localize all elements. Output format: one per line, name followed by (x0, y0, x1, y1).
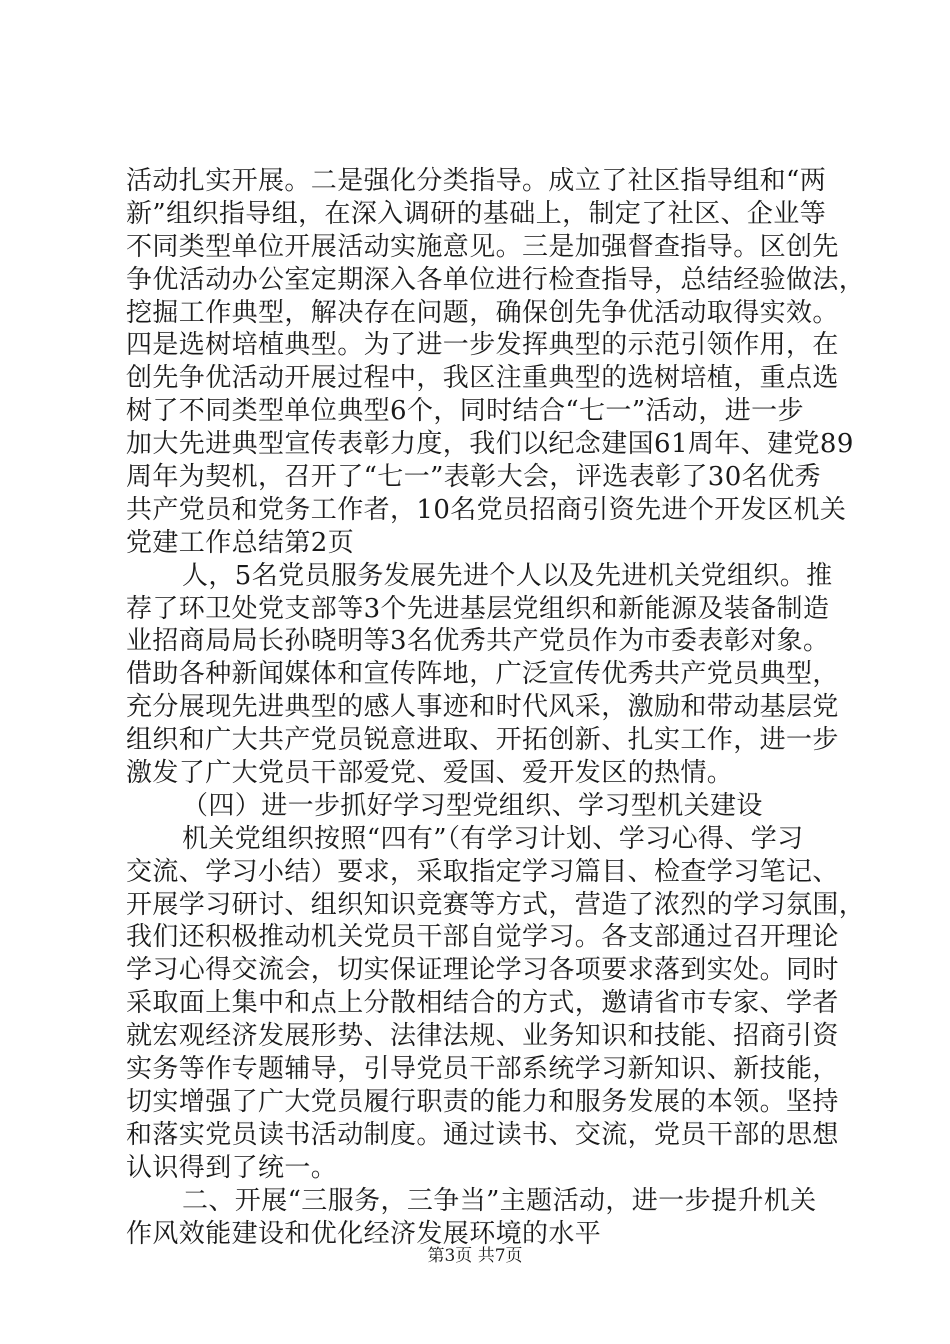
text-line: 和落实党员读书活动制度。通过读书、交流，党员干部的思想 (126, 1119, 839, 1150)
text-line: 创先争优活动开展过程中，我区注重典型的选树培植，重点选 (126, 363, 839, 394)
text-line: 人，5名党员服务发展先进个人以及先进机关党组织。推 (182, 560, 833, 591)
text-line: 激发了广大党员干部爱党、爱国、爱开发区的热情。 (126, 758, 734, 789)
text-line: 党建工作总结第2页 (126, 527, 355, 558)
text-line: 活动扎实开展。二是强化分类指导。成立了社区指导组和“两 (126, 166, 827, 196)
text-line: 加大先进典型宣传表彰力度，我们以纪念建国61周年、建党89 (126, 429, 854, 460)
text-line: 实务等作专题辅导，引导党员干部系统学习新知识、新技能， (126, 1054, 839, 1085)
page-footer: 第3页 共7页 (427, 1246, 523, 1266)
text-line: 借助各种新闻媒体和宣传阵地，广泛宣传优秀共产党员典型， (126, 659, 839, 690)
text-line: 共产党员和党务工作者，10名党员招商引资先进个开发区机关 (126, 494, 847, 525)
text-line: 荐了环卫处党支部等3个先进基层党组织和新能源及装备制造 (126, 593, 830, 624)
text-line: 学习心得交流会，切实保证理论学习各项要求落到实处。同时 (126, 955, 839, 986)
text-line: 我们还积极推动机关党员干部自觉学习。各支部通过召开理论 (126, 922, 839, 953)
text-line: 争优活动办公室定期深入各单位进行检查指导，总结经验做法， (126, 264, 866, 295)
text-line: 业招商局局长孙晓明等3名优秀共产党员作为市委表彰对象。 (126, 626, 830, 657)
text-line: 机关党组织按照“四有”（有学习计划、学习心得、学习 (182, 823, 804, 854)
text-line: 认识得到了统一。 (126, 1152, 338, 1183)
text-line: 不同类型单位开展活动实施意见。三是加强督查指导。区创先 (126, 231, 839, 262)
text-line: 树了不同类型单位典型6个，同时结合“七一”活动，进一步 (126, 396, 804, 427)
text-line: 切实增强了广大党员履行职责的能力和服务发展的本领。坚持 (126, 1086, 839, 1117)
text-line: 新”组织指导组，在深入调研的基础上，制定了社区、企业等 (126, 198, 827, 229)
text-line: 就宏观经济发展形势、法律法规、业务知识和技能、招商引资 (126, 1021, 839, 1052)
text-line: 充分展现先进典型的感人事迹和时代风采，激励和带动基层党 (126, 692, 839, 723)
text-line: 作风效能建设和优化经济发展环境的水平 (126, 1218, 602, 1249)
text-line: 采取面上集中和点上分散相结合的方式，邀请省市专家、学者 (126, 988, 839, 1019)
text-line: 组织和广大共产党员锐意进取、开拓创新、扎实工作，进一步 (126, 725, 839, 756)
text-line: 开展学习研讨、组织知识竞赛等方式，营造了浓烈的学习氛围， (126, 889, 866, 920)
text-line: 二、开展“三服务，三争当”主题活动，进一步提升机关 (182, 1185, 817, 1216)
text-line: 四是选树培植典型。为了进一步发挥典型的示范引领作用，在 (126, 330, 839, 361)
text-line: 挖掘工作典型，解决存在问题，确保创先争优活动取得实效。 (126, 297, 839, 328)
text-line: （四）进一步抓好学习型党组织、学习型机关建设 (182, 790, 763, 821)
text-line: 交流、学习小结）要求，采取指定学习篇目、检查学习笔记、 (126, 856, 839, 887)
document-body (126, 165, 866, 1250)
text-line: 周年为契机，召开了“七一”表彰大会，评选表彰了30名优秀 (126, 462, 821, 493)
